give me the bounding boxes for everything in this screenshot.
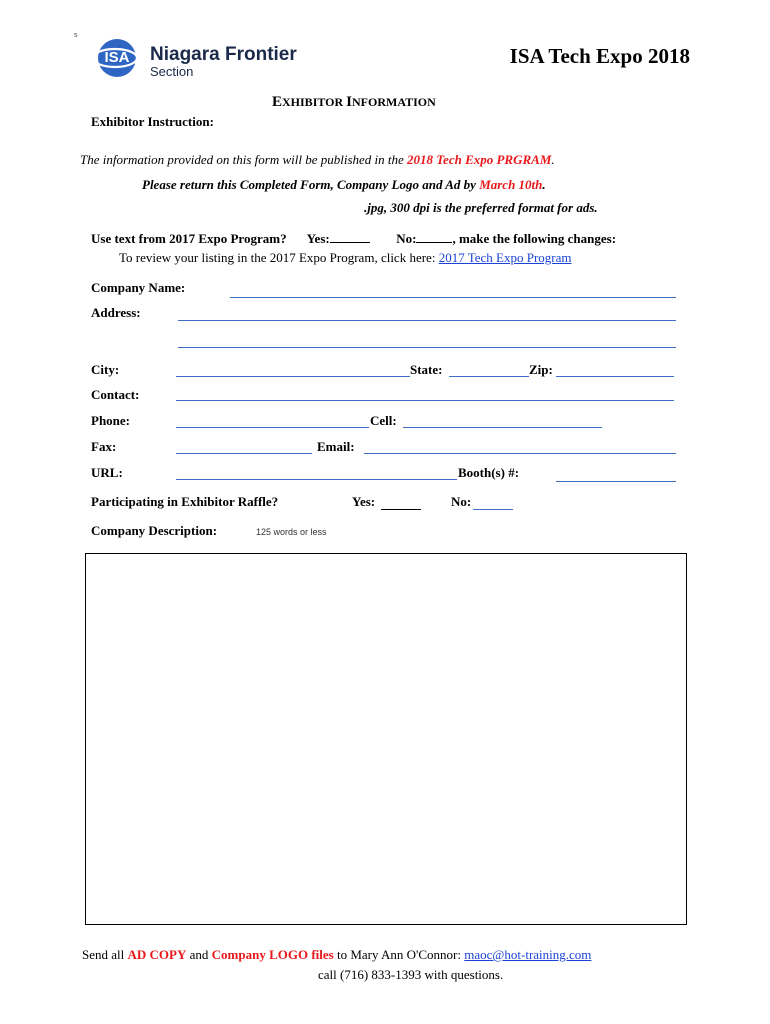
page-title: [272, 93, 436, 111]
state-field[interactable]: [449, 376, 529, 377]
footer-send-line: [82, 947, 591, 963]
instruction-2b: .: [542, 177, 546, 192]
zip-field[interactable]: [556, 376, 674, 377]
address-field-2[interactable]: [178, 347, 676, 348]
instruction-line-3: .jpg, 300 dpi is the preferred format for ads.: [364, 200, 598, 215]
zip-label: Zip:: [529, 362, 553, 377]
reuse-changes: , make the following changes:: [452, 231, 617, 246]
title-e: E: [272, 94, 283, 110]
review-row: [119, 250, 572, 266]
booth-field[interactable]: [556, 481, 676, 482]
fax-label: Fax:: [91, 439, 117, 454]
raffle-no-label: No:: [451, 494, 472, 509]
description-label: Company Description:: [91, 523, 218, 538]
instruction-line-2: [142, 177, 546, 193]
footer-logo-files: Company LOGO files: [211, 947, 334, 962]
isa-logo: [94, 37, 140, 79]
description-hint: 125 words or less: [256, 527, 327, 537]
reuse-yes-label: Yes:: [306, 231, 330, 246]
raffle-yes-label: Yes:: [352, 494, 376, 509]
instruction-line-1: [80, 152, 555, 168]
company-name-field[interactable]: [230, 297, 676, 298]
company-name-label: Company Name:: [91, 280, 186, 295]
footer-email-link[interactable]: maoc@hot-training.com: [464, 947, 592, 962]
reuse-question: Use text from 2017 Expo Program?: [91, 231, 287, 246]
reuse-yes-field[interactable]: [330, 229, 370, 243]
title-nformation: NFORMATION: [352, 95, 436, 109]
address-field-1[interactable]: [178, 320, 676, 321]
cell-label: Cell:: [370, 413, 397, 428]
instruction-2a: Please return this Completed Form, Company Logo and Ad by: [142, 177, 480, 192]
isa-logo-badge: ISA: [104, 49, 130, 66]
cell-field[interactable]: [403, 427, 602, 428]
review-link[interactable]: 2017 Tech Expo Program: [438, 250, 572, 265]
raffle-label: Participating in Exhibitor Raffle?: [91, 494, 279, 509]
title-xhibitor: XHIBITOR: [282, 95, 347, 109]
org-name: Niagara Frontier: [150, 44, 297, 65]
email-field[interactable]: [364, 453, 676, 454]
booth-label: Booth(s) #:: [458, 465, 520, 480]
fax-field[interactable]: [176, 453, 312, 454]
footer-call-line: call (716) 833-1393 with questions.: [318, 967, 504, 982]
url-label: URL:: [91, 465, 123, 480]
description-box[interactable]: [85, 553, 687, 925]
instruction-1a: The information provided on this form will be published in the: [80, 152, 408, 167]
email-label: Email:: [317, 439, 355, 454]
expo-title: ISA Tech Expo 2018: [509, 44, 690, 68]
url-field[interactable]: [176, 479, 457, 480]
phone-label: Phone:: [91, 413, 130, 428]
reuse-question-row: [91, 229, 616, 247]
state-label: State:: [410, 362, 443, 377]
city-field[interactable]: [176, 376, 410, 377]
footer-ad-copy: AD COPY: [127, 947, 187, 962]
raffle-no-field[interactable]: [473, 509, 513, 510]
instruction-1b: .: [551, 152, 555, 167]
footer-and: and: [186, 947, 212, 962]
footer-to: to Mary Ann O'Connor:: [333, 947, 465, 962]
reuse-no-label: No:: [396, 231, 417, 246]
corner-mark: s: [74, 32, 78, 39]
org-sub: Section: [150, 64, 194, 79]
city-label: City:: [91, 362, 120, 377]
instruction-2-red: March 10th: [479, 177, 543, 192]
contact-label: Contact:: [91, 387, 140, 402]
phone-field[interactable]: [176, 427, 369, 428]
address-label: Address:: [91, 305, 141, 320]
reuse-no-field[interactable]: [416, 229, 452, 243]
instruction-1-red: 2018 Tech Expo PRGRAM: [407, 152, 552, 167]
footer-send-a: Send all: [82, 947, 128, 962]
instruction-label: Exhibitor Instruction:: [91, 114, 214, 129]
review-text: To review your listing in the 2017 Expo Program, click here:: [119, 250, 439, 265]
title-i: I: [346, 94, 352, 110]
raffle-yes-field[interactable]: [381, 509, 421, 510]
contact-field[interactable]: [176, 400, 674, 401]
